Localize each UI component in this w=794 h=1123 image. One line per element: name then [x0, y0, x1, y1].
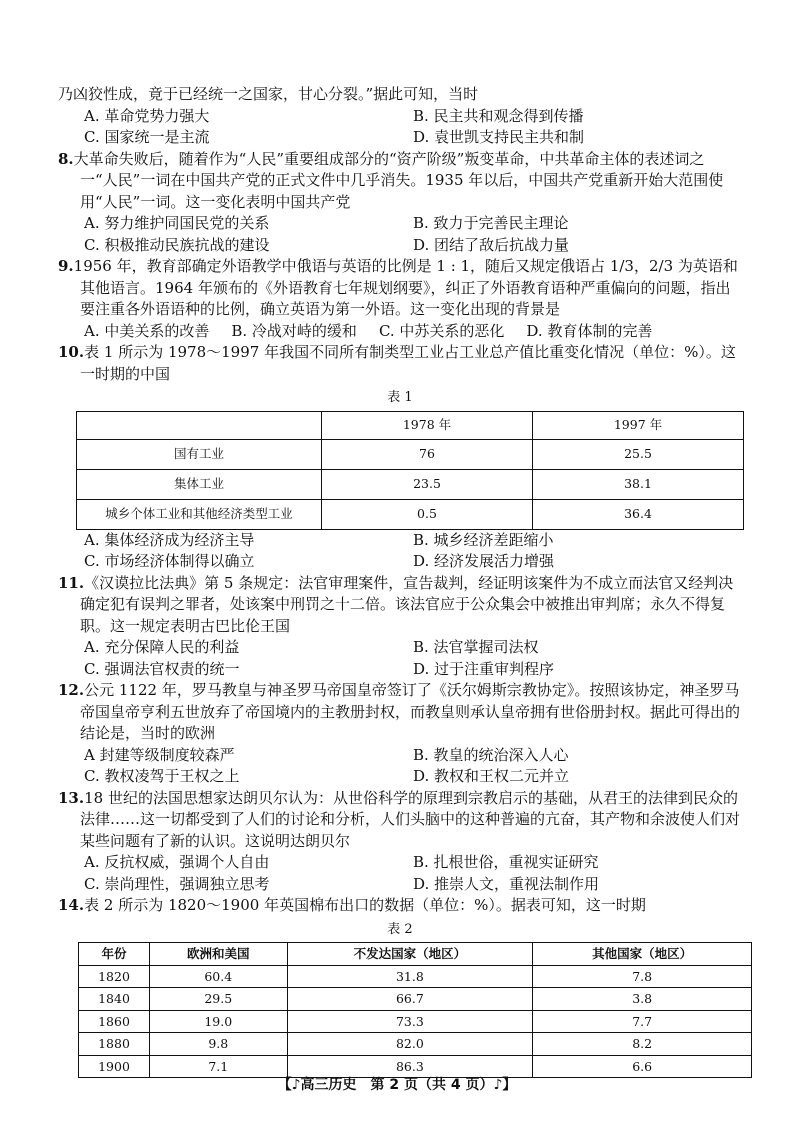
- option-c: C. 市场经济体制得以确立: [84, 552, 255, 570]
- option-a: A. 集体经济成为经济主导: [84, 530, 255, 549]
- option-d: D. 推崇人文，重视法制作用: [413, 874, 600, 893]
- table-cell: 82.0: [287, 1033, 533, 1056]
- option-b: B. 教皇的统治深入人心: [413, 745, 569, 764]
- question-14-stem: [58, 895, 742, 917]
- footer-text: 高三历史 第 2 页（共 4 页）: [300, 1077, 494, 1093]
- option-b: B. 民主共和观念得到传播: [413, 106, 584, 125]
- question-9-stem: [58, 256, 742, 321]
- question-12-options: [58, 745, 742, 788]
- question-7: [58, 84, 742, 149]
- option-c: C. 国家统一是主流: [84, 128, 210, 146]
- table-cell: 76: [322, 439, 533, 469]
- option-a: A. 革命党势力强大: [84, 106, 210, 125]
- question-11-options: [58, 637, 742, 680]
- question-10-options: [58, 530, 742, 573]
- option-d: D. 教权和王权二元并立: [413, 767, 570, 785]
- table-row: [79, 1033, 752, 1056]
- question-number: 8.: [58, 149, 74, 168]
- table-cell: 8.2: [533, 1033, 752, 1056]
- table-cell: 36.4: [533, 499, 744, 529]
- table-cell: 0.5: [322, 499, 533, 529]
- question-text: 公元 1122 年，罗马教皇与神圣罗马帝国皇帝签订了《沃尔姆斯宗教协定》。按照该协定，神圣罗马帝国皇帝亨利五世放弃了帝国境内的主教册封权，而教皇则承认皇帝拥有世俗册封权。据此可得出的结论是，当时的欧洲: [80, 681, 741, 742]
- question-11-stem: [58, 573, 742, 638]
- question-number: 14.: [58, 896, 85, 914]
- question-number: 11.: [58, 573, 85, 592]
- table-cell: 7.7: [533, 1010, 752, 1033]
- table-cell: 城乡个体工业和其他经济类型工业: [77, 499, 322, 529]
- table-cell: 1840: [79, 988, 150, 1011]
- table-cell: 1860: [79, 1010, 150, 1033]
- table-cell: 1900: [79, 1055, 150, 1078]
- question-12: [58, 680, 742, 788]
- option-c: C. 中苏关系的恶化: [378, 321, 505, 340]
- table-cell: 60.4: [150, 965, 288, 988]
- table-cell: 7.1: [150, 1055, 288, 1078]
- footer-right-bracket: 】: [502, 1077, 517, 1093]
- table-cell: 31.8: [287, 965, 533, 988]
- question-text: 18 世纪的法国思想家达朗贝尔认为：从世俗科学的原理到宗教启示的基础，从君王的法律到民众的法律……这一切都受到了人们的讨论和分析，人们头脑中的这种普遍的亢奋，其产物和余波使人们对某些问题有了新的认识。这说明达朗贝尔: [80, 788, 741, 850]
- question-text: 大革命失败后，随着作为“人民”重要组成部分的“资产阶级”叛变革命，中共革命主体的表述词之一“人民”一词在中国共产党的正式文件中几乎消失。1935 年以后，中国共产党重新开始大范围使用“人民”一词。这一变化表明中国共产党: [73, 149, 724, 211]
- question-number: 12.: [58, 681, 85, 699]
- option-d: D. 团结了敌后抗战力量: [413, 235, 570, 254]
- question-8-stem: [58, 149, 742, 214]
- question-number: 10.: [58, 343, 85, 361]
- table-cell: 66.7: [287, 988, 533, 1011]
- music-note-icon: ♪: [493, 1077, 503, 1093]
- question-10: [58, 342, 742, 573]
- option-c: C. 教权凌驾于王权之上: [84, 767, 240, 785]
- question-text: 《汉谟拉比法典》第 5 条规定：法官审理案件，宣告裁判，经证明该案件为不成立而法官又经判决确定犯有误判之罪者，处该案中刑罚之十二倍。该法官应于公众集会中被推出审判席；永久不得复职。这一规定表明古巴比伦王国: [80, 573, 734, 635]
- option-a: A 封建等级制度较森严: [84, 745, 235, 764]
- question-7-options: [58, 106, 742, 149]
- question-13: [58, 788, 742, 896]
- option-c: C. 积极推动民族抗战的建设: [84, 235, 270, 254]
- music-note-icon: ♪: [291, 1077, 301, 1093]
- table-row: [77, 469, 744, 499]
- option-c: C. 崇尚理性，强调独立思考: [84, 874, 270, 893]
- table-cell: 7.8: [533, 965, 752, 988]
- question-number: 13.: [58, 788, 85, 807]
- table-cell: 25.5: [533, 439, 744, 469]
- option-a: A. 充分保障人民的利益: [84, 638, 240, 656]
- table-2-title: 表 2: [387, 921, 413, 937]
- question-7-stem: 乃凶狡性成，竟于已经统一之国家，甘心分裂。”据此可知，当时: [58, 85, 479, 103]
- question-12-stem: [58, 680, 742, 745]
- option-b: B. 扎根世俗，重视实证研究: [413, 853, 599, 871]
- header-cell: 其他国家（地区）: [533, 943, 752, 966]
- header-cell: [77, 411, 322, 439]
- option-d: D. 教育体制的完善: [526, 321, 653, 340]
- question-text: 1956 年，教育部确定外语教学中俄语与英语的比例是 1 : 1，随后又规定俄语占 1/3，2/3 为英语和其他语言。1964 年颁布的《外语教育七年规划纲要》，纠正了外语教育语种严重偏向的问题，指出要注重各外语语种的比例，确立英语为第一外语。这一变化出现的背景是: [73, 257, 738, 318]
- header-cell: 1997 年: [533, 411, 744, 439]
- question-11: [58, 573, 742, 681]
- table-cell: 38.1: [533, 469, 744, 499]
- table-cell: 73.3: [287, 1010, 533, 1033]
- option-a: A. 中美关系的改善: [84, 321, 210, 340]
- question-8: [58, 149, 742, 257]
- table-cell: 3.8: [533, 988, 752, 1011]
- option-b: B. 致力于完善民主理论: [413, 214, 569, 232]
- table-cell: 1820: [79, 965, 150, 988]
- table-cell: 6.6: [533, 1055, 752, 1078]
- table-row: [77, 439, 744, 469]
- option-a: A. 反抗权威，强调个人自由: [84, 853, 270, 871]
- option-b: B. 法官掌握司法权: [413, 638, 539, 656]
- question-text: 表 2 所示为 1820～1900 年英国棉布出口的数据（单位：%）。据表可知，这一时期: [84, 896, 646, 914]
- table-1: [76, 411, 744, 530]
- table-cell: 23.5: [322, 469, 533, 499]
- table-cell: 集体工业: [77, 469, 322, 499]
- question-number: 9.: [58, 257, 74, 275]
- page-footer: [0, 1075, 794, 1097]
- table-row: [79, 988, 752, 1011]
- question-text: 表 1 所示为 1978～1997 年我国不同所有制类型工业占工业总产值比重变化情况（单位：%）。这一时期的中国: [80, 343, 736, 383]
- header-cell: 不发达国家（地区）: [287, 943, 533, 966]
- table-cell: 1880: [79, 1033, 150, 1056]
- table-2: [78, 942, 752, 1078]
- option-a: A. 努力维护同国民党的关系: [84, 214, 270, 232]
- table-1-title: 表 1: [387, 390, 413, 405]
- table-cell: 国有工业: [77, 439, 322, 469]
- question-13-options: [58, 852, 742, 895]
- option-d: D. 过于注重审判程序: [413, 659, 555, 678]
- footer-left-bracket: 【: [277, 1077, 292, 1093]
- question-8-options: [58, 213, 742, 256]
- table-cell: 86.3: [287, 1055, 533, 1078]
- table-cell: 29.5: [150, 988, 288, 1011]
- table-row: [79, 965, 752, 988]
- table-cell: 19.0: [150, 1010, 288, 1033]
- question-13-stem: [58, 788, 742, 853]
- option-d: D. 袁世凯支持民主共和制: [413, 128, 585, 146]
- table-header-row: [79, 943, 752, 966]
- question-9-options: [58, 321, 742, 343]
- option-b: B. 冷战对峙的缓和: [231, 321, 357, 340]
- table-row: [79, 1010, 752, 1033]
- table-header-row: [77, 411, 744, 439]
- header-cell: 1978 年: [322, 411, 533, 439]
- question-14: [58, 895, 742, 1078]
- header-cell: 欧洲和美国: [150, 943, 288, 966]
- option-d: D. 经济发展活力增强: [413, 552, 555, 570]
- question-10-stem: [58, 342, 742, 385]
- option-c: C. 强调法官权责的统一: [84, 659, 240, 678]
- header-cell: 年份: [79, 943, 150, 966]
- option-b: B. 城乡经济差距缩小: [413, 530, 554, 549]
- table-row: [77, 499, 744, 529]
- question-9: [58, 256, 742, 342]
- table-cell: 9.8: [150, 1033, 288, 1056]
